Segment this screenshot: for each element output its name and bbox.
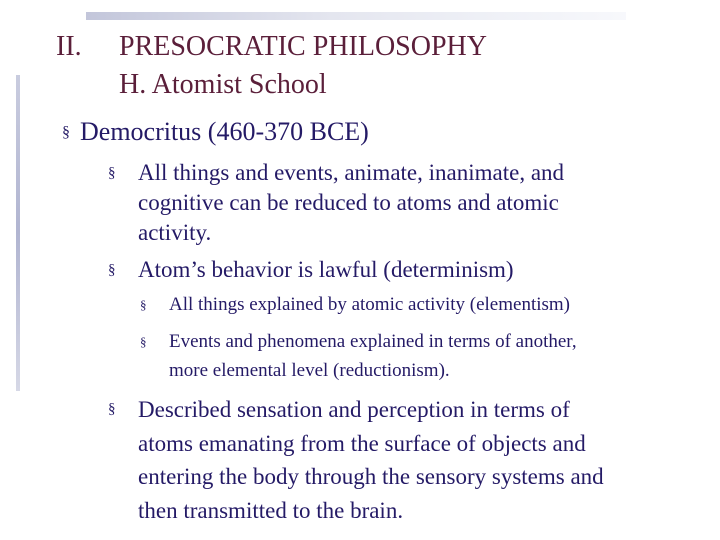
bullet-text-line: more elemental level (reductionism). — [169, 360, 450, 381]
bullet-text — [169, 327, 700, 385]
section-number: II. — [56, 31, 82, 62]
bullet-text-line: activity. — [138, 220, 212, 245]
bullet-text: Democritus (460-370 BCE) — [80, 117, 369, 146]
decorative-side-bar — [16, 75, 20, 391]
title-line-2: H. Atomist School — [119, 69, 327, 100]
decorative-top-bar — [86, 12, 626, 20]
bullet-icon: § — [108, 262, 116, 278]
bullet-icon: § — [62, 124, 70, 141]
bullet-icon: § — [140, 297, 147, 312]
bullet-text — [138, 393, 708, 527]
bullet-democritus — [62, 116, 369, 152]
bullet-reduction — [108, 158, 708, 248]
bullet-text — [138, 158, 708, 248]
bullet-icon: § — [108, 401, 116, 417]
bullet-sensation — [108, 393, 708, 527]
title-line-1: PRESOCRATIC PHILOSOPHY — [119, 31, 487, 62]
bullet-elementism — [140, 290, 700, 319]
bullet-text-line: All things and events, animate, inanimate, and — [138, 160, 565, 185]
bullet-text-line: then transmitted to the brain. — [138, 497, 404, 523]
bullet-reductionism — [140, 327, 700, 385]
bullet-text-line: Described sensation and perception in terms of — [138, 397, 570, 422]
bullet-text: Atom’s behavior is lawful (determinism) — [138, 257, 514, 282]
bullet-text: All things explained by atomic activity (elementism) — [169, 294, 571, 315]
bullet-text-line: Events and phenomena explained in terms of another, — [169, 331, 577, 352]
bullet-text-line: entering the body through the sensory systems and — [138, 464, 604, 489]
bullet-determinism — [108, 255, 708, 285]
bullet-icon: § — [140, 334, 147, 349]
bullet-icon: § — [108, 165, 116, 181]
bullet-text-line: atoms emanating from the surface of objects and — [138, 430, 586, 456]
bullet-text-line: cognitive can be reduced to atoms and atomic — [138, 190, 559, 215]
